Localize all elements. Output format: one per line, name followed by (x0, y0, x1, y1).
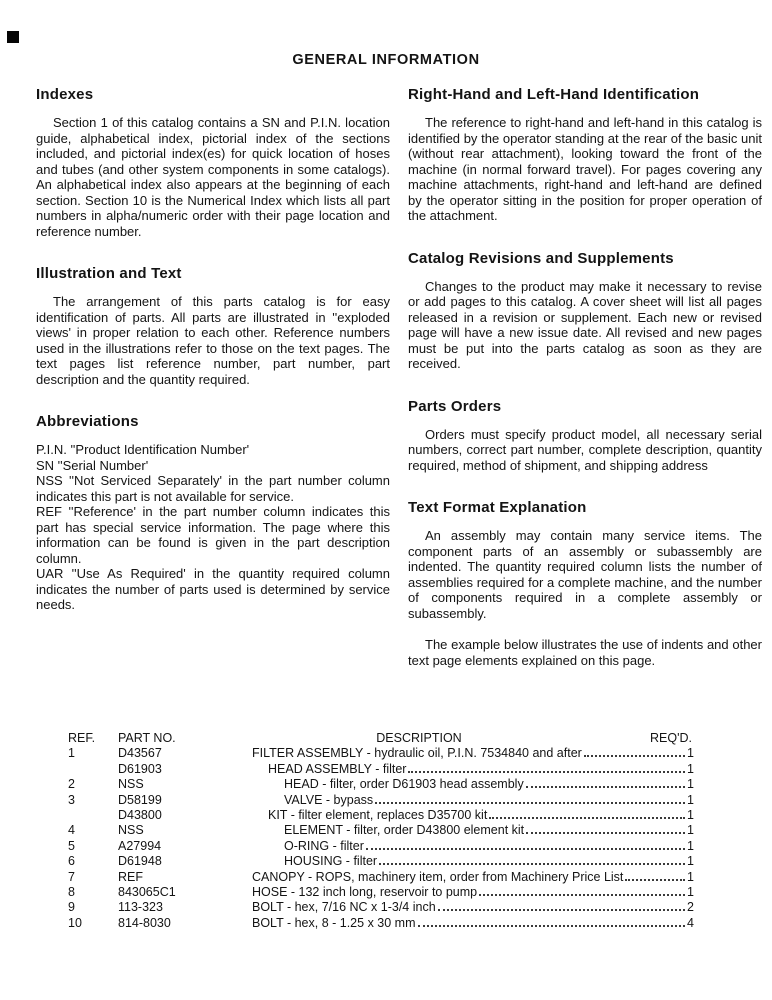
section (36, 86, 390, 239)
cell-description (252, 777, 696, 791)
paragraph: The arrangement of this parts catalog is for easy identification of parts. All parts are illustrated in ''exploded views' in proper relation to each other. Reference numbers used in the illustrations refer to those on the text pages. The text pages list reference number, part number, part description and the quantity required. (36, 294, 390, 387)
table-row (60, 854, 696, 869)
cell-qty: 1 (687, 884, 694, 899)
cell-part-no: D61903 (118, 761, 162, 776)
description-text: HOSE - 132 inch long, reservoir to pump (252, 884, 478, 899)
description-text: HOUSING - filter (284, 854, 378, 869)
paragraph: SN ''Serial Number' (36, 457, 149, 473)
cell-ref: 9 (68, 900, 75, 915)
cell-description (252, 900, 696, 914)
cell-qty: 1 (687, 746, 694, 761)
description-text: HEAD - filter, order D61903 head assembly (284, 777, 524, 792)
description-text: O-RING - filter (284, 838, 364, 853)
leader-dots (526, 832, 685, 834)
description-text: HEAD ASSEMBLY - filter (268, 761, 407, 776)
leader-dots (625, 879, 685, 881)
cell-qty: 1 (687, 807, 694, 822)
cell-qty: 2 (687, 900, 694, 915)
cell-ref: 5 (68, 838, 75, 853)
cell-qty: 1 (687, 869, 694, 884)
cell-description (252, 746, 696, 760)
table-row (60, 808, 696, 823)
cell-description (252, 854, 696, 868)
cell-description (252, 823, 696, 837)
table-row (60, 885, 696, 900)
cell-part-no: 814-8030 (118, 915, 171, 930)
paragraph: An assembly may contain many service items. The component parts of an assembly or subassembly are indented. The quantity required column lists the number of assemblies required for a complete machine, and the number of components required in a complete assembly or subassembly. (408, 528, 762, 621)
section (408, 250, 762, 372)
table-row (60, 793, 696, 808)
header-description: DESCRIPTION (376, 731, 462, 745)
cell-part-no: REF (118, 869, 143, 884)
cell-ref: 6 (68, 854, 75, 869)
cell-qty: 1 (687, 761, 694, 776)
cell-part-no: 113-323 (118, 900, 163, 915)
cell-description (252, 916, 696, 930)
header-part-no: PART NO. (118, 731, 176, 745)
paragraph: The reference to right-hand and left-hand in this catalog is identified by the operator standing at the rear of the basic unit (without rear attachment), looking toward the front of the machine (in normal forward travel). For pages covering any machine attachments, right-hand and left-hand are defined by the operator sitting in the position for proper operation of the attachment. (408, 115, 762, 223)
description-text: BOLT - hex, 7/16 NC x 1-3/4 inch (252, 900, 436, 915)
cell-part-no: D61948 (118, 854, 162, 869)
leader-dots (418, 925, 686, 927)
leader-dots (526, 786, 685, 788)
table-row (60, 916, 696, 931)
cell-description (252, 870, 696, 884)
cell-qty: 1 (687, 823, 694, 838)
cell-description (252, 839, 696, 853)
description-text: ELEMENT - filter, order D43800 element kit (284, 823, 525, 838)
cell-part-no: 843065C1 (118, 884, 176, 899)
cell-part-no: NSS (118, 823, 144, 838)
section-heading: Illustration and Text (36, 265, 182, 282)
cell-qty: 1 (687, 792, 694, 807)
cell-part-no: NSS (118, 777, 144, 792)
paragraph: Section 1 of this catalog contains a SN and P.I.N. location guide, alphabetical index, pictorial index of the sections included, and pictorial index(es) for quick location of hoses and tubes (and other system components in some catalogs). An alphabetical index also appears at the beginning of each section. Section 10 is the Numerical Index which lists all part numbers in alpha/numeric order with their page location and reference number. (36, 115, 390, 239)
table-row (60, 839, 696, 854)
leader-dots (408, 771, 685, 773)
cell-qty: 1 (687, 854, 694, 869)
section-heading: Indexes (36, 86, 94, 103)
leader-dots (479, 894, 685, 896)
table-header-row (60, 731, 696, 746)
cell-ref: 10 (68, 915, 82, 930)
cell-ref: 7 (68, 869, 75, 884)
cell-ref: 2 (68, 777, 75, 792)
paragraph: Orders must specify product model, all necessary serial numbers, correct part number, complete description, quantity required, method of shipment, and shipping address (408, 426, 762, 473)
table-row (60, 870, 696, 885)
cell-qty: 1 (687, 777, 694, 792)
cell-description (252, 793, 696, 807)
cell-part-no: D43800 (118, 807, 162, 822)
section-heading: Parts Orders (408, 397, 502, 415)
paragraph: NSS ''Not Serviced Separately' in the part number column indicates this part is not available for service. (36, 473, 390, 504)
cell-ref: 3 (68, 792, 75, 807)
cell-description (252, 808, 696, 822)
table-row (60, 746, 696, 761)
section (408, 86, 762, 224)
paragraph: Changes to the product may make it necessary to revise or add pages to this catalog. A cover sheet will list all pages released in a revision or supplement. Each new or revised page will have a new issue date. All revised and new pages must be put into the parts catalog as soon as they are received. (408, 278, 762, 371)
leader-dots (375, 802, 685, 804)
section-heading: Right-Hand and Left-Hand Identification (408, 86, 700, 103)
section (36, 265, 390, 387)
header-ref: REF. (68, 731, 96, 745)
section-heading: Catalog Revisions and Supplements (408, 249, 674, 267)
table-body (60, 746, 696, 931)
table-row (60, 762, 696, 777)
description-text: VALVE - bypass (284, 792, 374, 807)
description-text: KIT - filter element, replaces D35700 kit (268, 807, 488, 822)
description-text: CANOPY - ROPS, machinery item, order from Machinery Price List (252, 869, 624, 884)
header-reqd: REQ'D. (650, 731, 692, 745)
scan-artifact-square (7, 31, 19, 43)
cell-part-no: D43567 (118, 746, 162, 761)
cell-part-no: D58199 (118, 792, 162, 807)
cell-qty: 4 (687, 915, 694, 930)
cell-ref: 1 (68, 746, 75, 761)
leader-dots (438, 909, 685, 911)
leader-dots (584, 755, 685, 757)
left-column (36, 86, 390, 613)
leader-dots (379, 863, 685, 865)
paragraph: UAR ''Use As Required' in the quantity required column indicates the number of parts used is determined by service needs. (36, 566, 390, 612)
section (408, 398, 762, 474)
section-heading: Abbreviations (36, 413, 139, 430)
table-row (60, 900, 696, 915)
cell-ref: 4 (68, 823, 75, 838)
section (36, 413, 390, 613)
paragraph: The example below illustrates the use of indents and other text page elements explained on this page. (408, 637, 762, 668)
page-title: GENERAL INFORMATION (292, 52, 480, 68)
cell-ref: 8 (68, 884, 75, 899)
section-heading: Text Format Explanation (408, 499, 587, 516)
description-text: BOLT - hex, 8 - 1.25 x 30 mm (252, 915, 416, 930)
cell-description (252, 762, 696, 776)
table-row (60, 777, 696, 792)
paragraph: P.I.N. ''Product Identification Number' (36, 442, 250, 457)
right-column (408, 86, 762, 668)
leader-dots (489, 817, 685, 819)
table-row (60, 823, 696, 838)
cell-part-no: A27994 (118, 838, 162, 853)
cell-description (252, 885, 696, 899)
description-text: FILTER ASSEMBLY - hydraulic oil, P.I.N. 7534840 and after (252, 746, 582, 761)
paragraph: REF ''Reference' in the part number column indicates this part has special service information. The page where this information can be found is given in the part description column. (36, 504, 390, 566)
parts-table (60, 731, 696, 931)
section (408, 499, 762, 668)
leader-dots (366, 848, 685, 850)
cell-qty: 1 (687, 838, 694, 853)
